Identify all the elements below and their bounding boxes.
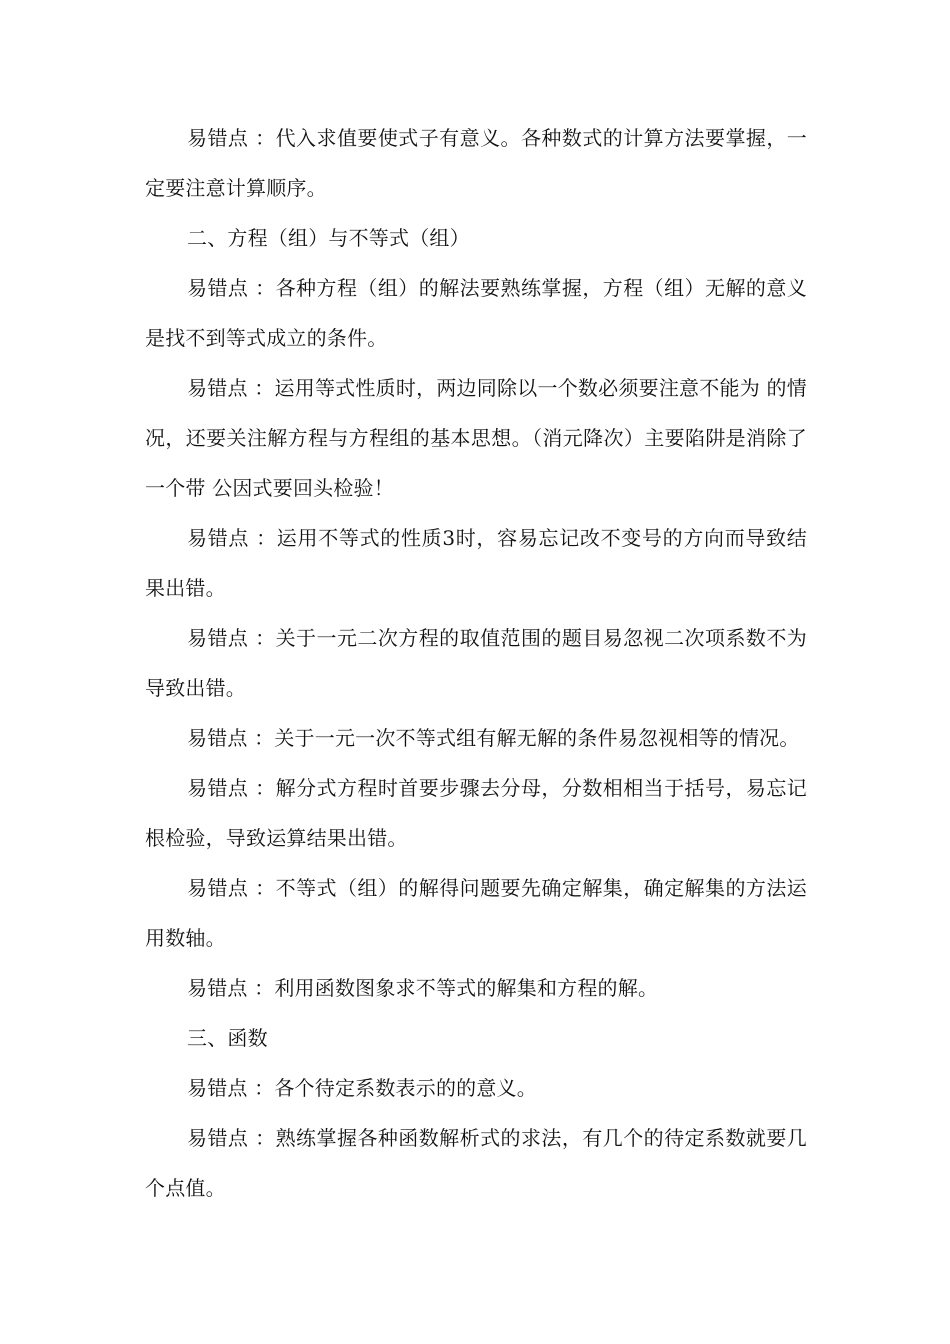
- section-heading-equations: 二、方程（组）与不等式（组）: [187, 226, 470, 250]
- paragraph-13: 易错点 ：熟练掌握各种函数解析式的求法，有几个的待定系数就要几个点值。: [145, 1126, 807, 1200]
- paragraph-10: 易错点 ：利用函数图象求不等式的解集和方程的解。: [187, 976, 659, 1000]
- paragraph-12: 易错点 ：各个待定系数表示的的意义。: [187, 1076, 537, 1100]
- document-body: [145, 113, 807, 1213]
- paragraph-4: 易错点 ：运用等式性质时，两边同除以一个数必须要注意不能为 的情况，还要关注解方程与方程组的基本思想。（消元降次）主要陷阱是消除了一个带 公因式要回头检验！: [145, 376, 807, 500]
- paragraph-9: 易错点 ：不等式（组）的解得问题要先确定解集，确定解集的方法运用数轴。: [145, 876, 807, 950]
- paragraph-1: 易错点 ：代入求值要使式子有意义。各种数式的计算方法要掌握，一定要注意计算顺序。: [145, 126, 807, 200]
- paragraph-6: 易错点 ：关于一元二次方程的取值范围的题目易忽视二次项系数不为 导致出错。: [145, 626, 807, 700]
- section-heading-functions: 三、函数: [187, 1026, 268, 1050]
- paragraph-3: 易错点 ：各种方程（组）的解法要熟练掌握，方程（组）无解的意义是找不到等式成立的条件。: [145, 276, 807, 350]
- paragraph-7: 易错点 ：关于一元一次不等式组有解无解的条件易忽视相等的情况。: [187, 726, 800, 750]
- paragraph-8: 易错点 ：解分式方程时首要步骤去分母，分数相相当于括号，易忘记根检验，导致运算结果出错。: [145, 776, 807, 850]
- paragraph-5: 易错点 ：运用不等式的性质3时，容易忘记改不变号的方向而导致结果出错。: [145, 526, 807, 600]
